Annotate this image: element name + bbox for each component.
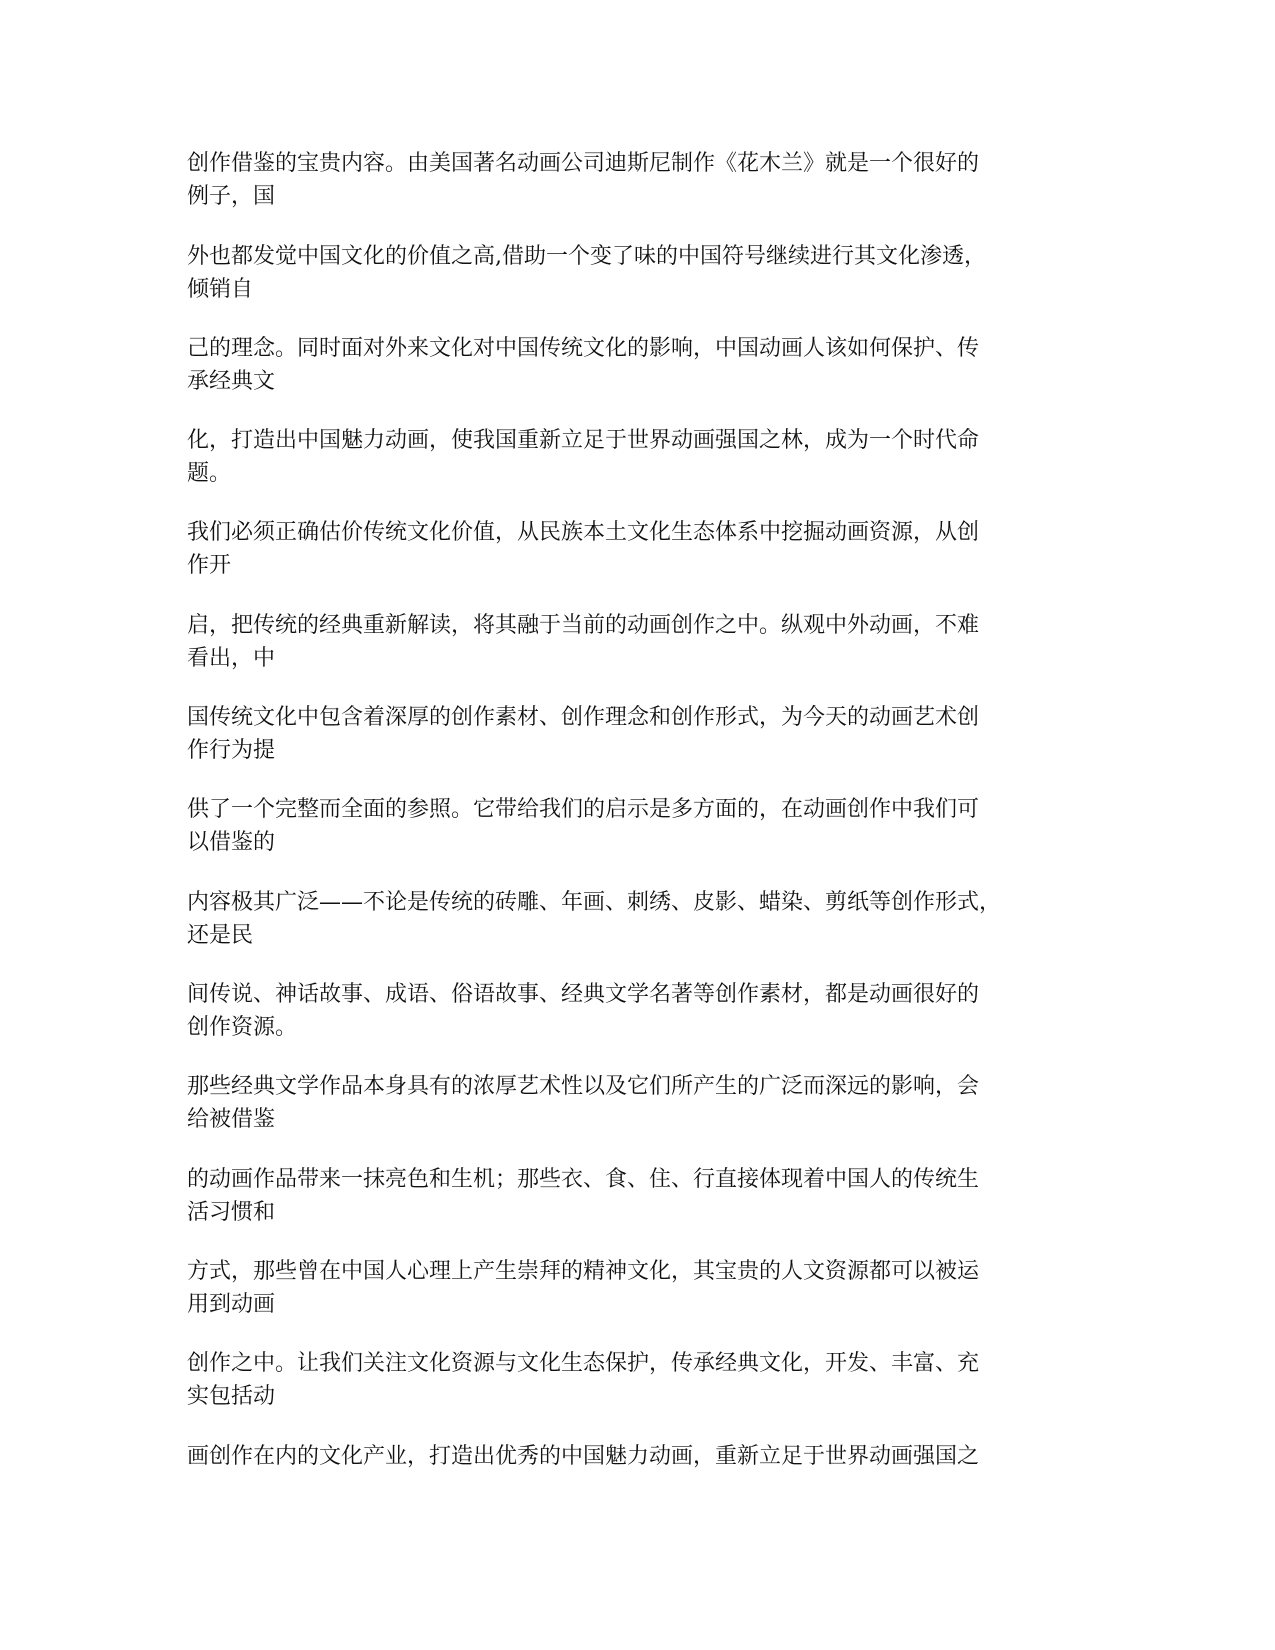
paragraph (187, 1255, 1087, 1321)
paragraph (187, 978, 1087, 1044)
text-line: 创作之中。让我们关注文化资源与文化生态保护，传承经典文化，开发、丰富、充 (187, 1351, 980, 1376)
text-line: 以借鉴的 (187, 830, 276, 855)
text-line: 内容极其广泛——不论是传统的砖雕、年画、刺绣、皮影、蜡染、剪纸等创作形式， (187, 890, 1002, 915)
paragraph (187, 1070, 1087, 1136)
text-line: 作开 (187, 553, 232, 578)
text-line: 间传说、神话故事、成语、俗语故事、经典文学名著等创作素材，都是动画很好的 (187, 982, 980, 1007)
text-line: 创作借鉴的宝贵内容。由美国著名动画公司迪斯尼制作《花木兰》就是一个很好的 (187, 151, 980, 176)
paragraph (187, 147, 1087, 213)
paragraph (187, 793, 1087, 859)
text-line: 的动画作品带来一抹亮色和生机；那些衣、食、住、行直接体现着中国人的传统生 (187, 1167, 980, 1192)
text-line: 国传统文化中包含着深厚的创作素材、创作理念和创作形式，为今天的动画艺术创 (187, 705, 980, 730)
paragraph (187, 1347, 1087, 1413)
text-line: 那些经典文学作品本身具有的浓厚艺术性以及它们所产生的广泛而深远的影响，会 (187, 1074, 980, 1099)
text-line: 己的理念。同时面对外来文化对中国传统文化的影响，中国动画人该如何保护、传 (187, 336, 980, 361)
paragraph (187, 1440, 1087, 1473)
text-line: 用到动画 (187, 1292, 276, 1317)
text-line: 作行为提 (187, 738, 276, 763)
text-line: 画创作在内的文化产业，打造出优秀的中国魅力动画，重新立足于世界动画强国之 (187, 1444, 980, 1469)
text-line: 题。 (187, 461, 232, 486)
text-line: 我们必须正确估价传统文化价值，从民族本土文化生态体系中挖掘动画资源，从创 (187, 520, 980, 545)
paragraph (187, 332, 1087, 398)
text-line: 方式，那些曾在中国人心理上产生崇拜的精神文化，其宝贵的人文资源都可以被运 (187, 1259, 980, 1284)
paragraph (187, 516, 1087, 582)
text-line: 倾销自 (187, 277, 254, 302)
text-line: 化，打造出中国魅力动画，使我国重新立足于世界动画强国之林，成为一个时代命 (187, 428, 980, 453)
paragraph (187, 886, 1087, 952)
text-line: 还是民 (187, 923, 254, 948)
paragraph (187, 701, 1087, 767)
paragraph (187, 240, 1087, 306)
text-line: 承经典文 (187, 369, 276, 394)
text-line: 活习惯和 (187, 1200, 276, 1225)
text-line: 实包括动 (187, 1384, 276, 1409)
text-line: 看出，中 (187, 646, 276, 671)
text-line: 创作资源。 (187, 1015, 298, 1040)
text-line: 外也都发觉中国文化的价值之高,借助一个变了味的中国符号继续进行其文化渗透， (187, 244, 986, 269)
paragraph (187, 424, 1087, 490)
text-line: 例子，国 (187, 184, 276, 209)
text-line: 供了一个完整而全面的参照。它带给我们的启示是多方面的，在动画创作中我们可 (187, 797, 980, 822)
paragraph (187, 609, 1087, 675)
text-line: 启，把传统的经典重新解读，将其融于当前的动画创作之中。纵观中外动画，不难 (187, 613, 980, 638)
text-line: 给被借鉴 (187, 1107, 276, 1132)
paragraph (187, 1163, 1087, 1229)
